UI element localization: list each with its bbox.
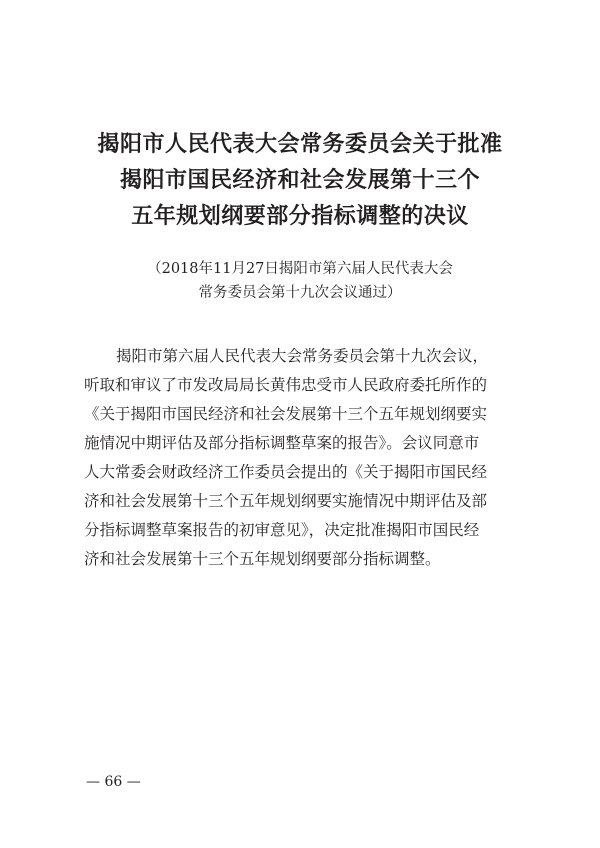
document-title [60,127,540,235]
body-line: 听取和审议了市发改局局长黄伟忠受市人民政府委托所作的 [84,376,488,394]
title-line-1: 揭阳市人民代表大会常务委员会关于批准 [97,132,503,157]
title-line-2: 揭阳市国民经济和社会发展第十三个 [119,168,480,193]
body-line: 施情况中期评估及部分指标调整草案的报告》。会议同意市 [84,434,480,452]
subtitle-line-1: （2018年11月27日揭阳市第六届人民代表大会 [147,261,453,277]
body-line: 《关于揭阳市国民经济和社会发展第十三个五年规划纲要实 [84,405,488,423]
page-number: — 66 — [86,774,141,790]
body-line: 人大常委会财政经济工作委员会提出的《关于揭阳市国民经 [84,463,488,481]
body-line: 济和社会发展第十三个五年规划纲要实施情况中期评估及部 [84,492,488,510]
body-line: 分指标调整草案报告的初审意见》，决定批准揭阳市国民经 [84,521,480,539]
subtitle-line-2: 常务委员会第十九次会议通过） [198,285,402,301]
document-body [84,342,516,574]
document-subtitle [60,257,540,305]
body-line: 揭阳市第六届人民代表大会常务委员会第十九次会议， [116,347,489,365]
body-line: 济和社会发展第十三个五年规划纲要部分指标调整。 [84,550,441,568]
title-line-3: 五年规划纲要部分指标调整的决议 [131,204,469,229]
